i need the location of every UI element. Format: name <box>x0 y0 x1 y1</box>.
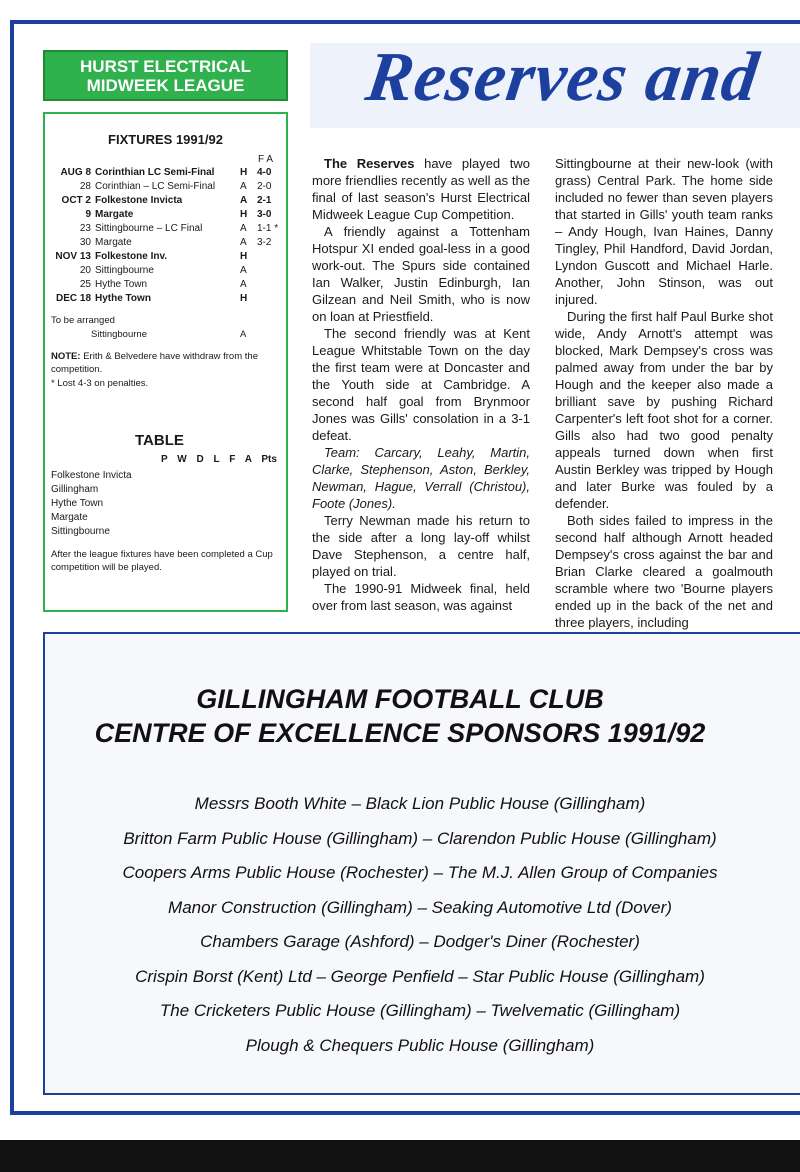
fixture-venue: A <box>240 195 248 206</box>
table-team: Margate <box>51 512 88 523</box>
table-team: Gillingham <box>51 484 99 495</box>
fixture-row <box>51 250 283 264</box>
fixture-row <box>51 180 283 194</box>
table-team: Sittingbourne <box>51 526 110 537</box>
fixture-opponent: Hythe Town <box>95 293 151 304</box>
fixture-row <box>51 236 283 250</box>
fixture-opponent: Margate <box>95 237 132 248</box>
fixture-venue: A <box>240 279 247 290</box>
fixture-date: 25 <box>79 279 91 290</box>
sponsor-line: The Cricketers Public House (Gillingham) – Twelvematic (Gillingham) <box>159 1001 681 1020</box>
fixture-venue: H <box>240 167 248 178</box>
table-title: TABLE <box>135 432 184 449</box>
tba-venue: A <box>240 329 247 340</box>
fixture-opponent: Sittingbourne – LC Final <box>95 223 203 234</box>
article-col2-p3: Both sides failed to impress in the second half although Arnott headed Dempsey's cross against the bar and Brian Clarke cleared a goalmouth scramble where two 'Bourne players ended up in the back of the net and three players, including <box>555 513 773 630</box>
fixture-row <box>51 292 283 306</box>
fixture-date: 20 <box>79 265 91 276</box>
fixture-date: 9 <box>85 209 91 220</box>
article-column-2 <box>555 155 773 631</box>
fixture-row <box>51 194 283 208</box>
article-p4: Team: Carcary, Leahy, Martin, Clarke, Stephenson, Aston, Berkley, Newman, Hague, Verrall (Christou), Foote (Jones). <box>312 445 530 511</box>
fixtures-title: FIXTURES 1991/92 <box>108 132 223 147</box>
fixture-row <box>51 264 283 278</box>
article-p3: The second friendly was at Kent League Whitstable Town on the day the first team were at Doncaster and the Youth side at Cambridge. A second half goal from Brynmoor Jones was Gills' consolation in a 3-1 defeat. <box>312 326 530 443</box>
note-label: NOTE: <box>51 351 81 362</box>
fixture-score: 3-2 <box>257 237 272 248</box>
fixture-date: 23 <box>79 223 91 234</box>
fixture-row <box>51 166 283 180</box>
sponsor-line: Coopers Arms Public House (Rochester) – The M.J. Allen Group of Companies <box>122 863 718 882</box>
league-badge <box>43 50 288 101</box>
article-p2: A friendly against a Tottenham Hotspur XI ended goal-less in a good work-out. The Spurs side contained Ian Walker, Justin Edinburgh, Ian Gilzean and Neil Smith, who is now on loan at Priestfield. <box>312 224 530 324</box>
tba-team: Sittingbourne <box>91 329 147 340</box>
fixtures-box <box>43 112 288 612</box>
article-p5: Terry Newman made his return to the side after a long lay-off whilst Dave Stephenson, a centre half, played on trial. <box>312 513 530 579</box>
fixture-opponent: Hythe Town <box>95 279 148 290</box>
fixture-opponent: Folkestone Inv. <box>95 251 168 262</box>
fixture-venue: H <box>240 209 248 220</box>
headline: Reserves and <box>361 39 764 116</box>
article-column-1 <box>312 155 530 614</box>
note-text: Erith & Belvedere have withdraw from the competition. <box>51 351 258 375</box>
article-col2-p1: Sittingbourne at their new-look (with grass) Central Park. The home side included no fewer than seven players that started in Gills' youth team ranks – Andy Hough, Ivan Haines, Danny Tingley, Phil Handford, David Jordan, Lyndon Guscott and Michael Harle. Another, John Stinson, was out injured. <box>555 156 773 307</box>
fixture-date: OCT 2 <box>61 195 91 206</box>
fixture-venue: H <box>240 251 248 262</box>
fixture-row <box>51 278 283 292</box>
table-header: P W D L F A Pts <box>161 454 277 465</box>
sponsor-line: Crispin Borst (Kent) Ltd – George Penfield – Star Public House (Gillingham) <box>135 966 705 986</box>
fixture-date: 30 <box>79 237 91 248</box>
fixture-venue: A <box>240 181 247 192</box>
fixture-date: 28 <box>79 181 91 192</box>
sponsor-line: Messrs Booth White – Black Lion Public House (Gillingham) <box>194 794 646 813</box>
fixture-row <box>51 208 283 222</box>
page-bottom-edge <box>0 1140 800 1172</box>
fixture-date: DEC 18 <box>55 293 91 304</box>
sponsors-title-1: GILLINGHAM FOOTBALL CLUB <box>196 684 604 714</box>
sponsors-title-2: CENTRE OF EXCELLENCE SPONSORS 1991/92 <box>94 718 706 748</box>
article-col2-p2: During the first half Paul Burke shot wide, Andy Arnott's attempt was blocked, Mark Dempsey's cross was palmed away from under the bar by Hough and the keeper also made a brilliant save by pushing Richard Carpenter's left foot shot for a corner. Gills also had two good penalty appeals turned down when first Austin Berkley was tripped by Hough and later Burke was fouled by a defender. <box>555 309 773 511</box>
badge-line-1: HURST ELECTRICAL <box>80 57 251 76</box>
sponsor-line: Manor Construction (Gillingham) – Seaking Automotive Ltd (Dover) <box>168 897 672 917</box>
fixture-venue: A <box>240 223 247 234</box>
sponsor-line: Britton Farm Public House (Gillingham) – Clarendon Public House (Gillingham) <box>123 828 717 848</box>
fixture-date: AUG 8 <box>60 167 91 178</box>
fixture-opponent: Corinthian – LC Semi-Final <box>95 181 216 192</box>
fixture-venue: H <box>240 293 248 304</box>
fixtures-fa-header: F A <box>258 154 274 165</box>
fixture-score: 2-1 <box>257 195 272 206</box>
fixture-opponent: Corinthian LC Semi-Final <box>95 167 215 178</box>
sponsor-line: Plough & Chequers Public House (Gillingham) <box>245 1035 595 1055</box>
fixture-score: 2-0 <box>257 181 272 192</box>
article-p6: The 1990-91 Midweek final, held over from last season, was against <box>312 581 530 613</box>
table-team: Folkestone Invicta <box>51 470 132 481</box>
article-lead: The Reserves <box>324 156 415 171</box>
fixture-opponent: Sittingbourne <box>95 265 154 276</box>
fixture-venue: A <box>240 265 247 276</box>
table-footer: After the league fixtures have been completed a Cup competition will be played. <box>51 549 273 573</box>
table-team: Hythe Town <box>51 498 104 509</box>
fixture-opponent: Margate <box>95 209 134 220</box>
fixture-score: 4-0 <box>257 167 272 178</box>
fixture-venue: A <box>240 237 247 248</box>
fixture-row <box>51 222 283 236</box>
fixture-opponent: Folkestone Invicta <box>95 195 183 206</box>
badge-line-2: MIDWEEK LEAGUE <box>86 76 245 95</box>
article-p1: have played two more friendlies recently as well as the final of last season's Hurst Electrical Midweek League Cup Competition. <box>312 156 530 222</box>
sponsor-line: Chambers Garage (Ashford) – Dodger's Diner (Rochester) <box>200 932 640 951</box>
fixture-score: 3-0 <box>257 209 272 220</box>
fixture-date: NOV 13 <box>55 251 91 262</box>
fixture-score: 1-1 * <box>257 223 279 234</box>
tba-label: To be arranged <box>51 315 115 326</box>
fixtures-note <box>51 350 281 376</box>
penalties-note: * Lost 4-3 on penalties. <box>51 378 149 389</box>
